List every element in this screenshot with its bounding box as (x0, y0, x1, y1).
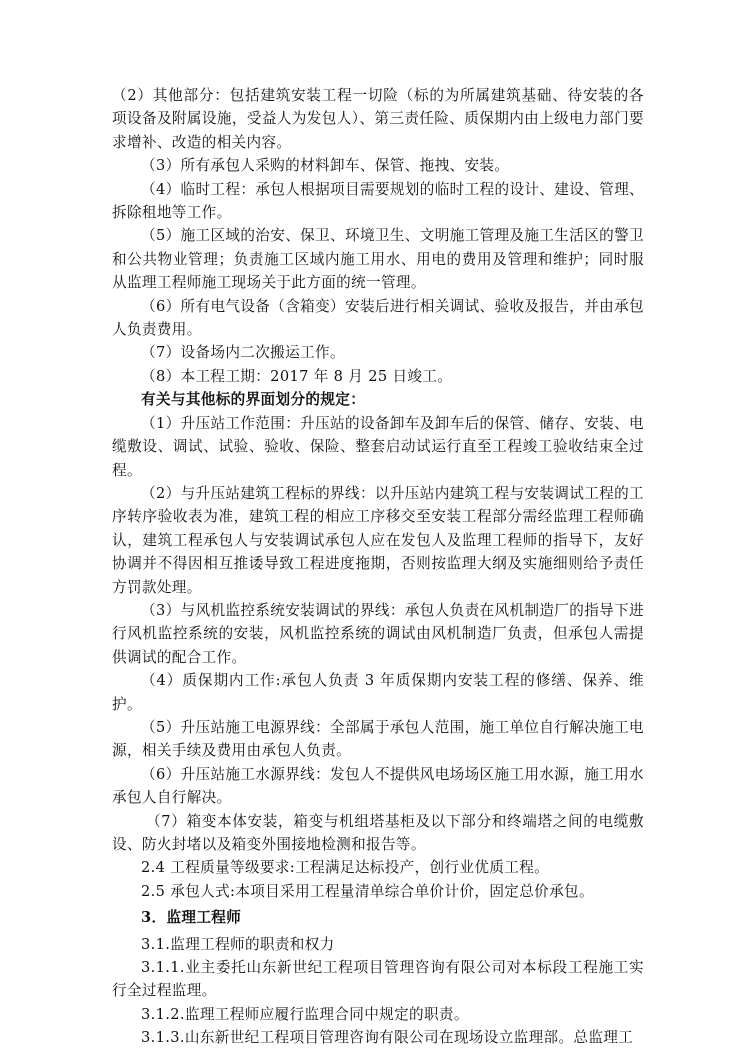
subsection-heading-duties: 3.1.监理工程师的职责和权力 (141, 935, 335, 953)
section-heading-interface: 有关与其他标的界面划分的规定： (141, 391, 366, 409)
paragraph-supervisor-duty: 3.1.2.监理工程师应履行监理合同中规定的职责。 (141, 1005, 469, 1023)
paragraph-site-security: （5）施工区域的治安、保卫、环境卫生、文明施工管理及施工生活区的警卫和公共物业管理；负责施工区域内施工用水、用电的费用及管理和维护；同时服从监理工程师施工现场关于此方面的统一管理。 (112, 227, 644, 292)
paragraph-contract-type: 2.5 承包人式:本项目采用工程量清单综合单价计价，固定总价承包。 (141, 882, 594, 900)
paragraph-substation-scope: （1）升压站工作范围：升压站的设备卸车及卸车后的保管、储存、安装、电缆敷设、调试、试验、验收、保险、整套启动试运行直至工程竣工验收结束全过程。 (112, 414, 644, 479)
paragraph-construction-period: （8）本工程工期：2017 年 8 月 25 日竣工。 (141, 367, 453, 385)
section-heading-supervisor: 3．监理工程师 (141, 909, 242, 927)
paragraph-secondary-transport: （7）设备场内二次搬运工作。 (141, 344, 345, 362)
paragraph-site-office: 3.1.3.山东新世纪工程项目管理咨询有限公司在现场设立监理部。总监理工 (141, 1029, 634, 1047)
paragraph-other-parts: （2）其他部分：包括建筑安装工程一切险（标的为所属建筑基础、待安装的各项设备及附属设施，受益人为发包人）、第三责任险、质保期内由上级电力部门要求增补、改造的相关内容。 (112, 87, 644, 151)
paragraph-electrical-testing: （6）所有电气设备（含箱变）安装后进行相关调试、验收及报告，并由承包人负责费用。 (112, 297, 644, 339)
paragraph-quality-requirement: 2.4 工程质量等级要求:工程满足达标投产，创行业优质工程。 (141, 859, 550, 877)
document-page (112, 84, 644, 1050)
paragraph-power-source: （5）升压站施工电源界线：全部属于承包人范围，施工单位自行解决施工电源，相关手续及费用由承包人负责。 (112, 718, 644, 760)
paragraph-water-source: （6）升压站施工水源界线：发包人不提供风电场场区施工用水源，施工用水承包人自行解决。 (112, 765, 644, 807)
paragraph-building-boundary: （2）与升压站建筑工程标的界线：以升压站内建筑工程与安装调试工程的工序转序验收表为准，建筑工程的相应工序移交至安装工程部分需经监理工程师确认，建筑工程承包人与安装调试承包人应在发包人及监理工程师的指导下，友好协调并不得因相互推诿导致工程进度拖期，否则按监理大纲及实施细则给予责任方罚款处理。 (112, 484, 644, 596)
paragraph-material-handling: （3）所有承包人采购的材料卸车、保管、拖拽、安装。 (141, 157, 510, 175)
paragraph-monitoring-boundary: （3）与风机监控系统安装调试的界线：承包人负责在风机制造厂的指导下进行风机监控系统的安装，风机监控系统的调试由风机制造厂负责，但承包人需提供调试的配合工作。 (112, 601, 644, 666)
paragraph-box-transformer: （7）箱变本体安装，箱变与机组塔基柜及以下部分和终端塔之间的电缆敷设、防火封堵以及箱变外围接地检测和报告等。 (112, 812, 644, 853)
paragraph-owner-entrust: 3.1.1.业主委托山东新世纪工程项目管理咨询有限公司对本标段工程施工实行全过程监理。 (112, 959, 644, 1000)
paragraph-temporary-works: （4）临时工程：承包人根据项目需要规划的临时工程的设计、建设、管理、拆除租地等工作。 (112, 180, 644, 222)
paragraph-warranty-work: （4）质保期内工作:承包人负责 3 年质保期内安装工程的修缮、保养、维护。 (112, 672, 644, 713)
